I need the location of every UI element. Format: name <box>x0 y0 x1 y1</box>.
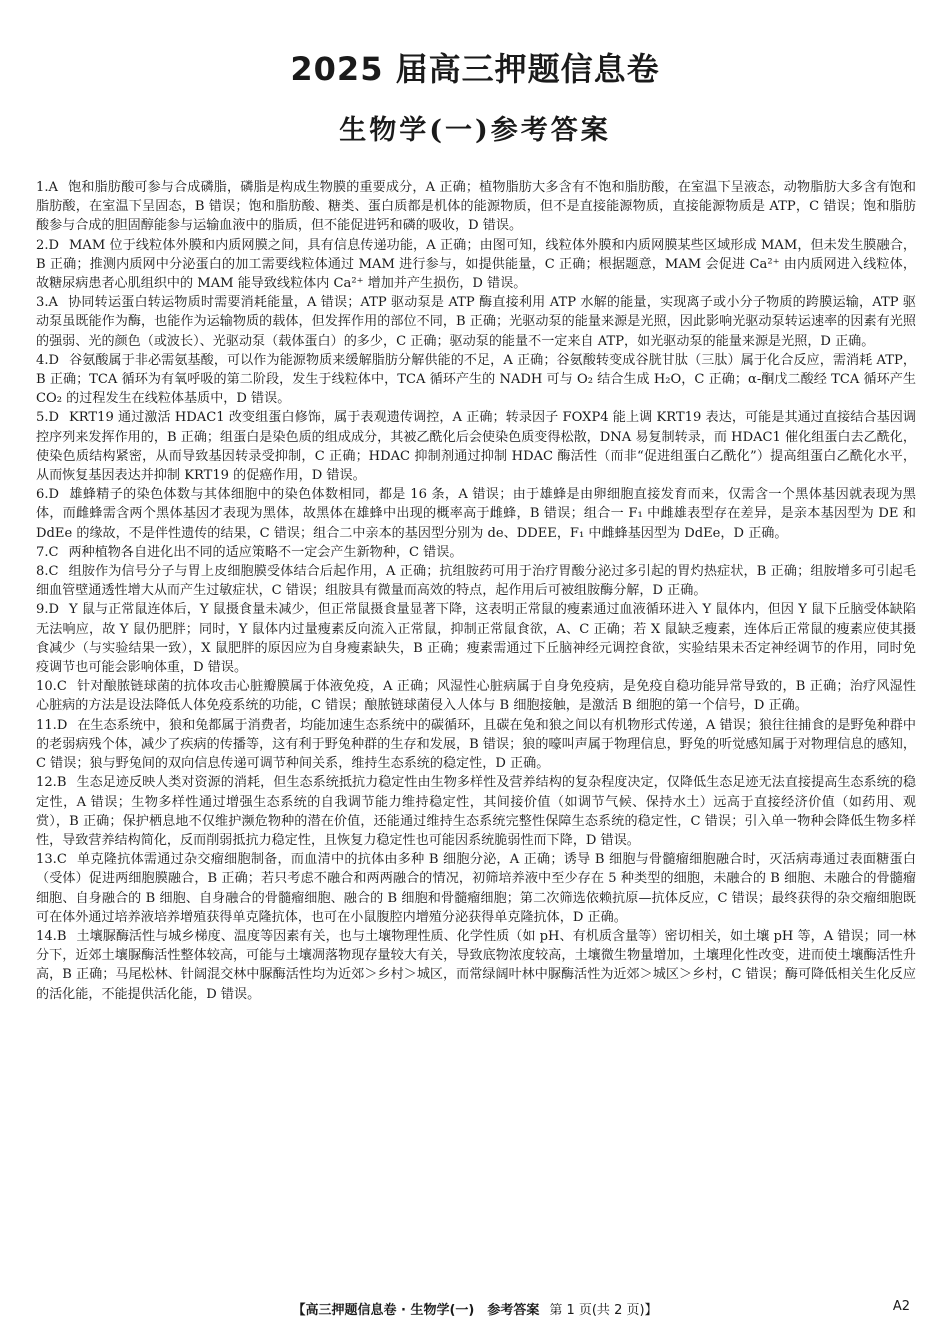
answer-key: C <box>48 544 59 560</box>
answer-number: 8. <box>36 564 49 580</box>
answer-number: 5. <box>36 410 49 426</box>
answer-explanation: 两种植物各自进化出不同的适应策略不一定会产生新物种，C 错误。 <box>68 544 463 560</box>
answer-key: B <box>56 928 67 944</box>
answer-number: 11. <box>36 717 57 733</box>
answer-key: C <box>48 564 59 580</box>
answer-key: D <box>48 410 59 426</box>
answer-key: D <box>48 352 59 368</box>
answer-key: A <box>48 180 58 195</box>
answer-item <box>36 600 916 677</box>
answer-key: A <box>48 295 58 311</box>
answer-number: 9. <box>36 602 49 618</box>
answer-list <box>36 178 916 1004</box>
answer-explanation: 饱和脂肪酸可参与合成磷脂，磷脂是构成生物膜的重要成分，A 正确；植物脂肪大多含有不饱和脂肪酸，在室温下呈液态，动物脂肪大多含有饱和脂肪酸，在室温下呈固态，B 错误；饱和脂肪酸、糖类、蛋白质都是机体的能源物质，但不是直接能源物质，直接能源物质是 ATP，C 错误；饱和脂肪酸参与合成的胆固醇能参与运输血液中的脂质，但不能促进钙和磷的吸收，D 错误。 <box>36 180 916 234</box>
answer-item <box>36 351 916 409</box>
answer-key: D <box>48 237 59 253</box>
answer-item <box>36 927 916 1004</box>
answer-number: 14. <box>36 928 57 944</box>
answer-key: C <box>56 679 67 695</box>
answer-item <box>36 850 916 927</box>
answer-number: 10. <box>36 679 57 695</box>
page-number: 第 1 页(共 2 页)】 <box>549 1303 658 1318</box>
answer-number: 1. <box>36 180 49 195</box>
answer-explanation: 针对酿脓链球菌的抗体攻击心脏瓣膜属于体液免疫，A 正确；风湿性心脏病属于自身免疫病，是免疫自稳功能异常导致的，B 正确；治疗风湿性心脏病的方法是设法降低人体免疫系统的功能，C 错误；酿脓链球菌侵入人体与 B 细胞接触，是激活 B 细胞的第一个信号，D 正确。 <box>36 679 916 714</box>
footer-title: 【高三押题信息卷 · 生物学(一) 参考答案 <box>292 1303 540 1318</box>
answer-key: D <box>56 717 68 733</box>
answer-number: 3. <box>36 295 49 311</box>
answer-explanation: 单克隆抗体需通过杂交瘤细胞制备，而血清中的抗体由多种 B 细胞分泌，A 正确；诱导 B 细胞与骨髓瘤细胞融合时，灭活病毒通过表面糖蛋白（受体）促进两细胞膜融合，B 正确；若只考虑不融合和两两融合的情况，初筛培养液中至少存在 5 种类型的细胞，未融合的 B 细胞、未融合的骨髓瘤细胞、自身融合的 B 细胞、自身融合的骨髓瘤细胞、融合的 B 细胞和骨髓瘤细胞；第二次筛选依赖抗原—抗体反应，C 错误；最终获得的杂交瘤细胞既可在体外通过培养液培养增殖获得单克隆抗体，也可在小鼠腹腔内增殖分泌获得单克隆抗体，D 正确。 <box>36 852 916 925</box>
answer-number: 2. <box>36 237 49 253</box>
answer-explanation: 雄蜂精子的染色体数与其体细胞中的染色体数相同，都是 16 条，A 错误；由于雄蜂是由卵细胞直接发育而来，仅需含一个黑体基因就表现为黑体，而雌蜂需含两个黑体基因才表现为黑体，故黑体在雄蜂中出现的概率高于雌蜂，B 错误；组合一 F₁ 中雌雄表型存在差异，是亲本基因型为 DE 和 DdEe 的缘故，不是伴性遗传的结果，C 错误；组合二中亲本的基因型分别为 de、DDEE，F₁ 中雌蜂基因型为 DdEe，D 正确。 <box>36 487 916 541</box>
answer-explanation: 协同转运蛋白转运物质时需要消耗能量，A 错误；ATP 驱动泵是 ATP 酶直接利用 ATP 水解的能量，实现离子或小分子物质的跨膜运输，ATP 驱动泵虽既能作为酶，也能作为运输物质的载体，但发挥作用的部位不同，B 正确；光驱动泵的能量来源是光照，因此影响光驱动泵转运速率的因素有光照的强弱、光的颜色（或波长）、光驱动泵（载体蛋白）的多少，C 正确；驱动泵的能量不一定来自 ATP，如光驱动泵的能量来源是光照，D 正确。 <box>36 295 916 349</box>
answer-item <box>36 293 916 351</box>
answer-explanation: MAM 位于线粒体外膜和内质网膜之间，具有信息传递功能，A 正确；由图可知，线粒体外膜和内质网膜某些区域形成 MAM，但未发生膜融合，B 正确；推测内质网中分泌蛋白的加工需要线粒体通过 MAM 进行参与，如提供能量，C 正确；根据题意，MAM 会促进 Ca²⁺ 由内质网进入线粒体，故糖尿病患者心肌组织中的 MAM 能导致线粒体内 Ca²⁺ 增加并产生损伤，D 错误。 <box>36 237 916 292</box>
footer-label <box>0 1299 950 1318</box>
answer-item <box>36 677 916 715</box>
answer-key: B <box>56 775 67 791</box>
answer-number: 6. <box>36 487 49 503</box>
answer-item <box>36 562 916 600</box>
page-footer <box>0 1299 950 1319</box>
answer-item <box>36 236 916 294</box>
answer-item <box>36 543 916 562</box>
answer-explanation: 在生态系统中，狼和兔都属于消费者，均能加速生态系统中的碳循环，且碳在兔和狼之间以有机物形式传递，A 错误；狼往往捕食的是野兔种群中的老弱病残个体，减少了疾病的传播等，这有利于野兔种群的生存和发展，B 错误；狼的嚎叫声属于物理信息，野兔的听觉感知属于对物理信息的感知，C 错误；狼与野兔间的双向信息传递可调节种间关系，维持生态系统的稳定性，D 正确。 <box>36 717 916 772</box>
answer-item <box>36 408 916 485</box>
answer-explanation: Y 鼠与正常鼠连体后，Y 鼠摄食量未减少，但正常鼠摄食量显著下降，这表明正常鼠的瘦素通过血液循环进入 Y 鼠体内，但因 Y 鼠下丘脑受体缺陷无法响应，故 Y 鼠仍肥胖；同时，Y 鼠体内过量瘦素反向流入正常鼠，抑制正常鼠食欲，A、C 正确；若 X 鼠缺乏瘦素，连体后正常鼠的瘦素应使其摄食减少（与实验结果一致），X 鼠肥胖的原因应为自身瘦素缺失，B 正确；瘦素需通过下丘脑神经元调控食欲，实验结果未否定神经调节的作用，同时免疫调节也可能会影响体重，D 错误。 <box>36 602 916 676</box>
page-subtitle: 生物学(一)参考答案 <box>339 115 611 146</box>
answer-explanation: 谷氨酸属于非必需氨基酸，可以作为能源物质来缓解脂肪分解供能的不足，A 正确；谷氨酸转变成谷胱甘肽（三肽）属于化合反应，需消耗 ATP，B 正确；TCA 循环为有氧呼吸的第二阶段，发生于线粒体中，TCA 循环产生的 NADH 可与 O₂ 结合生成 H₂O，C 正确；α-酮戊二酸经 TCA 循环产生 CO₂ 的过程发生在线粒体基质中，D 错误。 <box>36 352 916 407</box>
answer-number: 13. <box>36 852 57 868</box>
paper-code: A2 <box>892 1299 910 1314</box>
answer-key: C <box>56 852 67 868</box>
answer-explanation: 生态足迹反映人类对资源的消耗，但生态系统抵抗力稳定性由生物多样性及营养结构的复杂程度决定，仅降低生态足迹无法直接提高生态系统的稳定性，A 错误；生物多样性通过增强生态系统的自我调节能力维持稳定性，其间接价值（如调节气候、保持水土）远高于直接经济价值（如药用、观赏），B 正确；保护栖息地不仅维护濒危物种的潜在价值，还能通过维持生态系统完整性保障生态系统的稳定性，C 错误；引入单一物种会降低生物多样性，导致营养结构简化，反而削弱抵抗力稳定性，且恢复力稳定性也可能因系统脆弱性而下降，D 错误。 <box>36 775 916 848</box>
answer-explanation: 土壤脲酶活性与城乡梯度、温度等因素有关，也与土壤物理性质、化学性质（如 pH、有机质含量等）密切相关，如土壤 pH 等，A 错误；同一林分下，近郊土壤脲酶活性整体较高，可能与土壤凋落物现存量较大有关，导致底物浓度较高，土壤微生物量增加，土壤理化性改变，进而使土壤酶活性升高，B 正确；马尾松林、针阔混交林中脲酶活性均为近郊＞乡村＞城区，而常绿阔叶林中脲酶活性为近郊＞城区＞乡村，C 错误；酶可降低相关生化反应的活化能，不能提供活化能，D 错误。 <box>36 928 916 1002</box>
answer-item <box>36 716 916 774</box>
answer-item <box>36 178 916 236</box>
answer-key: D <box>48 602 59 618</box>
answer-item <box>36 773 916 850</box>
answer-item <box>36 485 916 543</box>
answer-explanation: 组胺作为信号分子与胃上皮细胞膜受体结合后起作用，A 正确；抗组胺药可用于治疗胃酸分泌过多引起的胃灼热症状，B 正确；组胺增多可引起毛细血管壁通透性增大从而产生过敏症状，C 错误；组胺具有微量而高效的特点，起作用后可被组胺酶分解，D 正确。 <box>36 564 916 599</box>
page-title: 2025 届高三押题信息卷 <box>290 50 660 88</box>
answer-number: 4. <box>36 352 49 368</box>
answer-key: D <box>48 487 59 503</box>
answer-explanation: KRT19 通过激活 HDAC1 改变组蛋白修饰，属于表观遗传调控，A 正确；转录因子 FOXP4 能上调 KRT19 表达，可能是其通过直接结合基因调控序列来发挥作用的，B 正确；组蛋白是染色质的组成成分，其被乙酰化后会使染色质变得松散，DNA 易复制转录，而 HDAC1 催化组蛋白去乙酰化，使染色质结构紧密，从而导致基因转录受抑制，C 正确；HDAC 抑制剂通过抑制 HDAC 酶活性（而非“促进组蛋白乙酰化”）提高组蛋白乙酰化水平，从而恢复基因表达并抑制 KRT19 的促癌作用，D 错误。 <box>36 410 916 484</box>
answer-number: 12. <box>36 775 57 791</box>
answer-number: 7. <box>36 544 49 560</box>
